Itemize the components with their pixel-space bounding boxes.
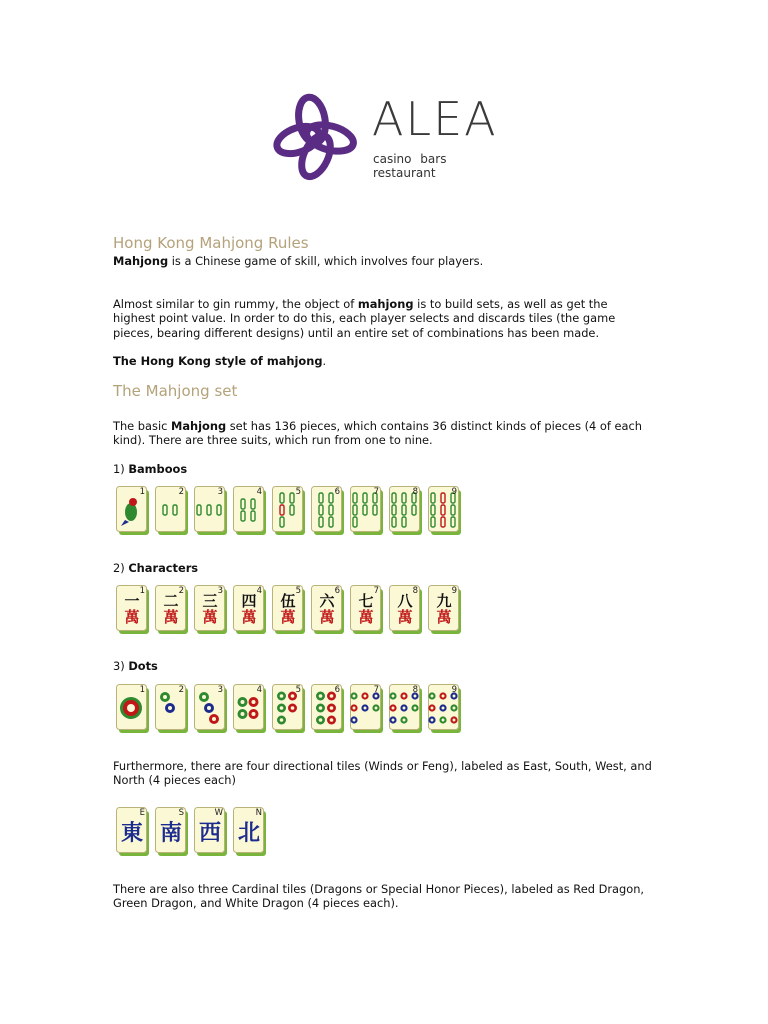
bamboo-tiles-row — [116, 486, 462, 540]
intro-bold: Mahjong — [113, 254, 169, 268]
tile-number: 2 — [178, 586, 184, 596]
characters-number: 2) — [113, 561, 129, 575]
tile-number: 6 — [334, 487, 340, 497]
hk-style-period: . — [322, 354, 327, 368]
dragons-paragraph: There are also three Cardinal tiles (Dragons or Special Honor Pieces), labeled as Red Dragon, Green Dragon, and White Dragon (4 pieces each). — [113, 882, 645, 911]
wind-tile-W — [194, 807, 228, 857]
dot-tile-1 — [116, 684, 150, 734]
character-tile-6 — [311, 585, 345, 635]
character-wan-glyph: 萬 — [436, 607, 452, 626]
tile-number: 7 — [373, 685, 379, 695]
character-number-glyph: 三 — [202, 591, 218, 610]
tile-number: E — [139, 808, 145, 818]
tile-number: 1 — [139, 487, 145, 497]
wind-glyph: 東 — [120, 819, 143, 846]
basic-text-b: set has 136 pieces, which contains 36 distinct kinds of pieces (4 of each kind). There are three suits, which run from one to nine. — [113, 419, 642, 448]
section-heading-set: The Mahjong set — [113, 382, 238, 400]
wind-tile-N — [233, 807, 267, 857]
tile-number: 5 — [295, 685, 301, 695]
dot-tile-7 — [350, 684, 384, 734]
tile-number: 1 — [139, 685, 145, 695]
intro-text: is a Chinese game of skill, which involves four players. — [168, 254, 484, 268]
character-tile-9 — [428, 585, 462, 635]
bamboo-tile-1 — [116, 486, 150, 536]
bamboos-title: Bamboos — [128, 462, 188, 476]
character-number-glyph: 七 — [358, 591, 374, 610]
characters-label — [113, 561, 653, 575]
tile-number: 6 — [334, 685, 340, 695]
tile-number: 9 — [451, 586, 457, 596]
wind-tiles-row — [116, 807, 267, 861]
tile-number: 9 — [451, 685, 457, 695]
basic-bold: Mahjong — [171, 419, 227, 433]
dot-tile-8 — [389, 684, 423, 734]
character-number-glyph: 九 — [436, 591, 452, 610]
basic-set-paragraph — [113, 419, 653, 448]
character-wan-glyph: 萬 — [124, 607, 140, 626]
dot-tile-4 — [233, 684, 267, 734]
character-number-glyph: 八 — [397, 591, 413, 610]
wind-glyph: 西 — [198, 819, 221, 846]
character-tile-1 — [116, 585, 150, 635]
character-number-glyph: 六 — [319, 591, 335, 610]
bamboo-tile-5 — [272, 486, 306, 536]
character-wan-glyph: 萬 — [397, 607, 413, 626]
bamboos-number: 1) — [113, 462, 129, 476]
dots-title: Dots — [128, 659, 158, 673]
bamboo-tile-6 — [311, 486, 345, 536]
tile-number: 7 — [373, 487, 379, 497]
characters-title: Characters — [128, 561, 199, 575]
bamboo-tile-7 — [350, 486, 384, 536]
wind-glyph: 北 — [237, 819, 260, 846]
objective-text-a: Almost similar to gin rummy, the object of — [113, 297, 358, 311]
alea-knot-logo-icon — [272, 92, 364, 184]
character-tile-8 — [389, 585, 423, 635]
dot-tile-2 — [155, 684, 189, 734]
dot-tile-5 — [272, 684, 306, 734]
intro-paragraph — [113, 254, 653, 268]
character-wan-glyph: 萬 — [241, 607, 257, 626]
tile-number: 4 — [256, 487, 262, 497]
character-tile-5 — [272, 585, 306, 635]
dot-tile-3 — [194, 684, 228, 734]
tile-number: 7 — [373, 586, 379, 596]
tile-number: 2 — [178, 487, 184, 497]
character-number-glyph: 四 — [241, 591, 257, 610]
tile-number: 8 — [412, 586, 418, 596]
tile-number: 9 — [451, 487, 457, 497]
bamboo-tile-4 — [233, 486, 267, 536]
hk-style-paragraph — [113, 354, 653, 368]
character-tile-4 — [233, 585, 267, 635]
character-tile-7 — [350, 585, 384, 635]
character-wan-glyph: 萬 — [358, 607, 374, 626]
objective-paragraph — [113, 297, 653, 340]
logo-tagline: casino bars restaurant — [373, 152, 447, 180]
character-number-glyph: 二 — [163, 591, 179, 610]
bamboo-tile-3 — [194, 486, 228, 536]
dot-tile-6 — [311, 684, 345, 734]
character-wan-glyph: 萬 — [163, 607, 179, 626]
alea-logo — [272, 92, 512, 184]
bamboos-label — [113, 462, 653, 476]
bamboo-tile-9 — [428, 486, 462, 536]
character-wan-glyph: 萬 — [319, 607, 335, 626]
logo-wordmark: ALEA — [372, 92, 498, 146]
tile-number: 1 — [139, 586, 145, 596]
tile-number: S — [178, 808, 184, 818]
tile-number: 4 — [256, 685, 262, 695]
wind-tile-E — [116, 807, 150, 857]
character-number-glyph: 伍 — [280, 591, 296, 610]
tile-number: 3 — [217, 586, 223, 596]
tile-number: 5 — [295, 586, 301, 596]
basic-text-a: The basic — [113, 419, 171, 433]
tile-number: 2 — [178, 685, 184, 695]
tile-number: 3 — [217, 685, 223, 695]
character-wan-glyph: 萬 — [202, 607, 218, 626]
character-number-glyph: 一 — [124, 591, 140, 610]
character-tile-3 — [194, 585, 228, 635]
objective-bold: mahjong — [357, 297, 414, 311]
tile-number: 4 — [256, 586, 262, 596]
dots-number: 3) — [113, 659, 129, 673]
dot-tile-9 — [428, 684, 462, 734]
tile-number: W — [214, 808, 223, 818]
character-tile-2 — [155, 585, 189, 635]
bamboo-tile-8 — [389, 486, 423, 536]
tile-number: 3 — [217, 487, 223, 497]
character-tiles-row — [116, 585, 462, 639]
tile-number: 8 — [412, 487, 418, 497]
wind-tile-S — [155, 807, 189, 857]
character-wan-glyph: 萬 — [280, 607, 296, 626]
tile-number: 8 — [412, 685, 418, 695]
tile-number: N — [255, 808, 262, 818]
objective-text-b: is to build sets, as well as get the highest point value. In order to do this, each player selects and discards tiles (the game pieces, bearing different designs) until an entire set of combinations has been made. — [113, 297, 616, 340]
dot-tiles-row — [116, 684, 462, 738]
page-title: Hong Kong Mahjong Rules — [113, 234, 309, 252]
tile-number: 5 — [295, 487, 301, 497]
dots-label — [113, 659, 653, 673]
hk-style-bold: The Hong Kong style of mahjong — [113, 354, 323, 368]
wind-glyph: 南 — [159, 819, 182, 846]
tile-number: 6 — [334, 586, 340, 596]
winds-paragraph: Furthermore, there are four directional tiles (Winds or Feng), labeled as East, South, West, and North (4 pieces each) — [113, 759, 652, 788]
bamboo-tile-2 — [155, 486, 189, 536]
